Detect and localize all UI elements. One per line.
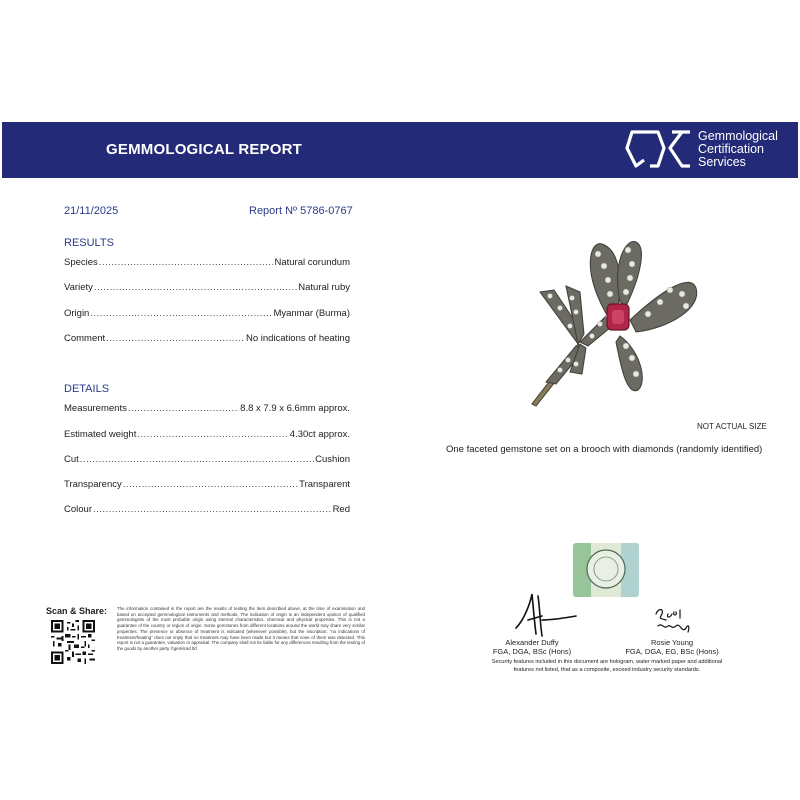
- header-banner: [2, 122, 798, 178]
- qr-code-icon[interactable]: [51, 620, 95, 664]
- row-value: No indications of heating: [245, 333, 350, 344]
- signature-alexander-duffy: [506, 590, 580, 640]
- row-value: Red: [332, 504, 350, 515]
- row-label: Variety: [64, 282, 93, 293]
- signatory-2: [622, 638, 722, 656]
- row-value: 8.8 x 7.9 x 6.6mm approx.: [240, 403, 350, 414]
- results-row-species: [64, 257, 350, 268]
- details-row-estimated-weight: [64, 429, 350, 440]
- security-features-note: Security features included in this document are hologram, water marked paper and additional features not listed, that as a composite, exceed industry security standards.: [491, 659, 723, 673]
- row-label: Species: [64, 257, 98, 268]
- gemstone-description: One faceted gemstone set on a brooch with diamonds (randomly identified): [446, 444, 763, 455]
- row-label: Transparency: [64, 479, 122, 490]
- not-actual-size-note: NOT ACTUAL SIZE: [697, 422, 767, 431]
- row-value: Natural corundum: [274, 257, 350, 268]
- row-label: Cut: [64, 454, 79, 465]
- brand-line-1: Gemmological: [698, 129, 778, 143]
- signature-rosie-young: [650, 604, 694, 638]
- security-hologram-icon: [573, 543, 639, 597]
- details-row-colour: [64, 504, 350, 515]
- report-date: 21/11/2025: [64, 205, 119, 217]
- row-label: Colour: [64, 504, 92, 515]
- row-value: Natural ruby: [298, 282, 350, 293]
- brand-line-3: Services: [698, 155, 746, 169]
- results-row-comment: [64, 333, 350, 344]
- results-heading: RESULTS: [64, 237, 114, 249]
- row-label: Comment: [64, 333, 106, 344]
- brand-name: [698, 130, 778, 169]
- leader-dots: [90, 308, 272, 319]
- details-row-transparency: [64, 479, 350, 490]
- signatory-name: Rosie Young: [650, 638, 694, 647]
- ruby-diamond-brooch-image: [520, 232, 710, 410]
- signatory-credentials: FGA, DGA, BSc (Hons): [492, 647, 572, 656]
- results-row-variety: [64, 282, 350, 293]
- leader-dots: [94, 282, 297, 293]
- row-label: Estimated weight: [64, 429, 137, 440]
- leader-dots: [128, 403, 239, 414]
- leader-dots: [80, 454, 314, 465]
- leader-dots: [106, 333, 245, 344]
- scan-share-label: Scan & Share:: [46, 606, 108, 616]
- gcs-logo-icon: [624, 126, 694, 172]
- details-heading: DETAILS: [64, 383, 110, 395]
- signatory-credentials: FGA, DGA, EG, BSc (Hons): [625, 647, 719, 656]
- row-label: Measurements: [64, 403, 127, 414]
- row-label: Origin: [64, 308, 90, 319]
- details-row-cut: [64, 454, 350, 465]
- details-row-measurements: [64, 403, 350, 414]
- disclaimer-text: The information contained in the report are the results of testing the item described above, at the time of examination and based on accepted gemmological instruments and methods. The indication of origin is an independent opinion of qualified gemmologists of the most probable origin using internal characteristics, chemical and physical properties. This is not a guarantee of the country or region of origin. Some gemstones from different locations around the world may share very similar properties. The presence or absence of treatment is indicated (whenever possible), but the inscription: "no indications of treatment/heating" does not imply that no treatment may have been made but it means that none of them was detected. This report is not a guarantee, valuation or appraisal. The company shall not be liable for any differences resulting from the testing of the goods by another party ©gemsrad ltd: [117, 606, 365, 651]
- leader-dots: [123, 479, 298, 490]
- brand-line-2: Certification: [698, 142, 764, 156]
- signatory-name: Alexander Duffy: [505, 638, 559, 647]
- leader-dots: [93, 504, 332, 515]
- results-row-origin: [64, 308, 350, 319]
- row-value: Cushion: [315, 454, 350, 465]
- row-value: 4.30ct approx.: [289, 429, 350, 440]
- row-value: Transparent: [299, 479, 350, 490]
- report-number: Report Nº 5786-0767: [249, 205, 353, 217]
- row-value: Myanmar (Burma): [273, 308, 350, 319]
- signatory-1: [484, 638, 580, 656]
- leader-dots: [99, 257, 274, 268]
- leader-dots: [137, 429, 288, 440]
- report-title: GEMMOLOGICAL REPORT: [106, 141, 303, 158]
